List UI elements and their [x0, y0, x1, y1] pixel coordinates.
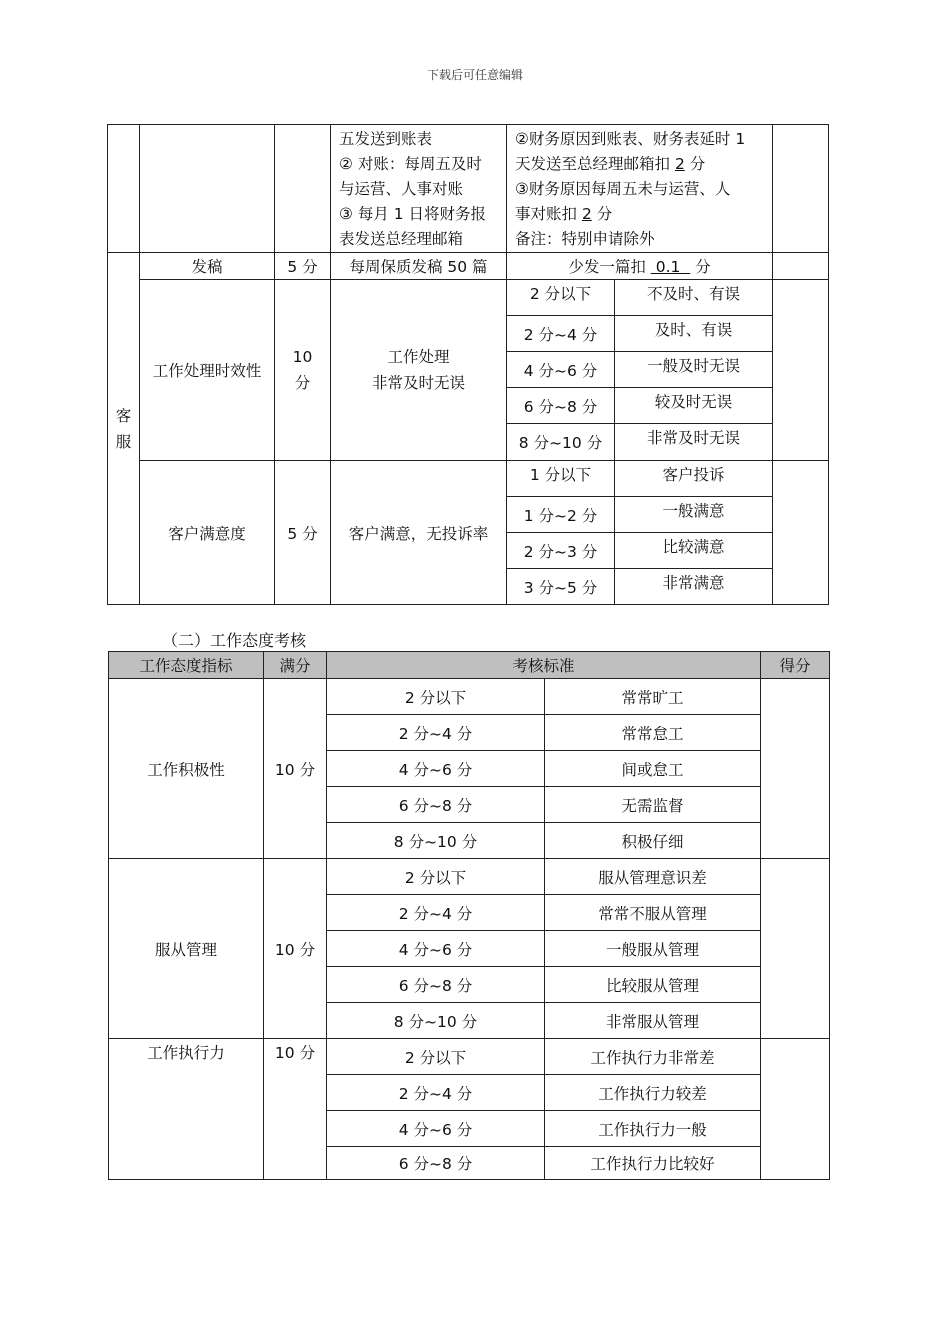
- range-cell: 2 分~4 分: [507, 316, 615, 352]
- dept-char: 客: [115, 406, 132, 425]
- desc-cell: 无需监督: [545, 787, 761, 823]
- range-cell: 4 分~6 分: [327, 931, 545, 967]
- range-cell: 2 分以下: [327, 679, 545, 715]
- range-cell: 4 分~6 分: [327, 1111, 545, 1147]
- item-standard: [331, 280, 507, 461]
- desc-cell: 一般及时无误: [615, 352, 773, 388]
- range-cell: 2 分以下: [327, 859, 545, 895]
- item-standard: 客户满意，无投诉率: [331, 461, 507, 605]
- table-row: [109, 1039, 830, 1075]
- desc-cell: 常常旷工: [545, 679, 761, 715]
- deduction-text: 分: [684, 155, 706, 173]
- table-row: [108, 125, 829, 253]
- deduction-note: 备注：特别申请除外: [515, 230, 655, 248]
- table-header-row: [109, 652, 830, 679]
- score-result-cell: [773, 461, 829, 605]
- deduction-points: 2: [581, 205, 592, 223]
- score-result-cell: [773, 280, 829, 461]
- item-score: [275, 280, 331, 461]
- desc-cell: 比较满意: [615, 533, 773, 569]
- range-cell: 6 分~8 分: [327, 1147, 545, 1180]
- desc-cell: 工作执行力较差: [545, 1075, 761, 1111]
- item-name: 发稿: [140, 253, 275, 280]
- standard-line: 工作处理: [387, 348, 450, 366]
- range-cell: 8 分~10 分: [327, 1003, 545, 1039]
- desc-cell: 较及时无误: [615, 388, 773, 424]
- deduction-line: ②财务原因到账表、财务表延时 1: [515, 130, 746, 148]
- kpi-table-customer-service: [107, 124, 829, 605]
- indicator-score: 10 分: [264, 859, 327, 1039]
- dept-cell: [108, 125, 140, 253]
- item-cell: [140, 125, 275, 253]
- desc-cell: 客户投诉: [615, 461, 773, 497]
- standard-line: 表发送总经理邮箱: [339, 230, 464, 248]
- desc-cell: 常常怠工: [545, 715, 761, 751]
- desc-cell: 一般满意: [615, 497, 773, 533]
- range-cell: 2 分~4 分: [327, 715, 545, 751]
- item-name: 客户满意度: [140, 461, 275, 605]
- deduction-line: [515, 202, 766, 227]
- range-cell: 2 分以下: [327, 1039, 545, 1075]
- deduction-text: 事对账扣: [515, 205, 582, 223]
- table-row: [108, 280, 829, 316]
- column-header: 考核标准: [327, 652, 761, 679]
- score-result-cell: [761, 1039, 830, 1180]
- indicator-name: 工作积极性: [109, 679, 264, 859]
- range-cell: 2 分~4 分: [327, 1075, 545, 1111]
- range-cell: 1 分以下: [507, 461, 615, 497]
- range-cell: 6 分~8 分: [327, 967, 545, 1003]
- desc-cell: 工作执行力一般: [545, 1111, 761, 1147]
- range-cell: 6 分~8 分: [327, 787, 545, 823]
- item-name: 工作处理时效性: [140, 280, 275, 461]
- score-result-cell: [761, 859, 830, 1039]
- table-row: [108, 253, 829, 280]
- standard-line: ③ 每月 1 日将财务报: [339, 205, 487, 223]
- score-result-cell: [761, 679, 830, 859]
- item-score: 5 分: [275, 461, 331, 605]
- deduction-line: ③财务原因每周五未与运营、人: [515, 180, 731, 198]
- standard-line: 非常及时无误: [371, 374, 465, 392]
- score-cell: [275, 125, 331, 253]
- range-cell: 2 分以下: [507, 280, 615, 316]
- indicator-score: 10 分: [264, 679, 327, 859]
- column-header: 得分: [761, 652, 830, 679]
- table-row: [109, 679, 830, 715]
- score-line: 10: [292, 348, 313, 366]
- range-cell: 8 分~10 分: [507, 424, 615, 461]
- rule-text: 少发一篇扣: [568, 258, 651, 276]
- desc-cell: 不及时、有误: [615, 280, 773, 316]
- item-standard: 每周保质发稿 50 篇: [331, 253, 507, 280]
- desc-cell: 常常不服从管理: [545, 895, 761, 931]
- deduction-points: 2: [674, 155, 685, 173]
- standard-line: 五发送到账表: [339, 130, 433, 148]
- item-rule: [507, 253, 773, 280]
- indicator-name: 服从管理: [109, 859, 264, 1039]
- section-title: （二）工作态度考核: [162, 631, 307, 650]
- column-header: 满分: [264, 652, 327, 679]
- score-result-cell: [773, 125, 829, 253]
- desc-cell: 及时、有误: [615, 316, 773, 352]
- range-cell: 1 分~2 分: [507, 497, 615, 533]
- standard-line: ② 对账：每周五及时: [339, 155, 482, 173]
- range-cell: 4 分~6 分: [507, 352, 615, 388]
- deduction-text: 天发送至总经理邮箱扣: [515, 155, 675, 173]
- range-cell: 8 分~10 分: [327, 823, 545, 859]
- attitude-assessment-table: [108, 651, 830, 1180]
- deduction-cell: [507, 125, 773, 253]
- range-cell: 4 分~6 分: [327, 751, 545, 787]
- desc-cell: 一般服从管理: [545, 931, 761, 967]
- table-row: [108, 461, 829, 497]
- range-cell: 3 分~5 分: [507, 569, 615, 605]
- deduction-text: 分: [591, 205, 613, 223]
- page-header: 下载后可任意编辑: [426, 68, 523, 82]
- desc-cell: 非常满意: [615, 569, 773, 605]
- dept-label: [108, 253, 140, 605]
- table-row: [109, 859, 830, 895]
- rule-text: 分: [690, 258, 711, 276]
- range-cell: 2 分~3 分: [507, 533, 615, 569]
- rule-points: 0.1: [650, 258, 691, 276]
- desc-cell: 服从管理意识差: [545, 859, 761, 895]
- desc-cell: 工作执行力非常差: [545, 1039, 761, 1075]
- score-result-cell: [773, 253, 829, 280]
- indicator-name: 工作执行力: [109, 1039, 264, 1180]
- indicator-score: 10 分: [264, 1039, 327, 1180]
- desc-cell: 比较服从管理: [545, 967, 761, 1003]
- desc-cell: 间或怠工: [545, 751, 761, 787]
- desc-cell: 非常服从管理: [545, 1003, 761, 1039]
- standard-line: 与运营、人事对账: [339, 180, 464, 198]
- standard-cell: [331, 125, 507, 253]
- desc-cell: 积极仔细: [545, 823, 761, 859]
- range-cell: 2 分~4 分: [327, 895, 545, 931]
- column-header: 工作态度指标: [109, 652, 264, 679]
- deduction-line: [515, 152, 766, 177]
- item-score: 5 分: [275, 253, 331, 280]
- score-line: 分: [294, 374, 311, 392]
- dept-char: 服: [115, 432, 132, 451]
- desc-cell: 工作执行力比较好: [545, 1147, 761, 1180]
- range-cell: 6 分~8 分: [507, 388, 615, 424]
- desc-cell: 非常及时无误: [615, 424, 773, 461]
